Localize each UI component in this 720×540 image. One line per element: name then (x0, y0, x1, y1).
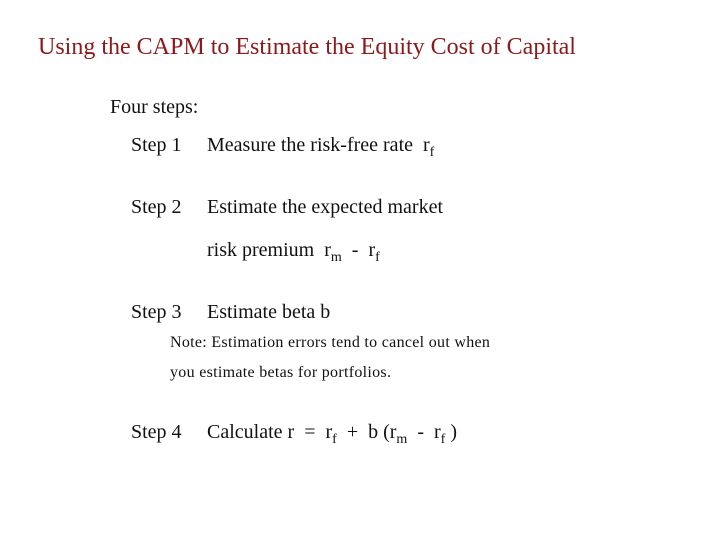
step-4-close: ) (450, 421, 457, 443)
step-2-sub2: f (375, 250, 380, 265)
step-4-rf2: r (433, 421, 441, 443)
step-1-symbol: r (423, 134, 430, 156)
step-4 (131, 420, 457, 447)
step-1-text: Measure the risk-free rate (207, 134, 413, 156)
step-2-minus: - (351, 239, 359, 261)
intro-text: Four steps: (110, 96, 199, 118)
step-3-text: Estimate beta b (207, 301, 331, 323)
step-4-equals: = (304, 421, 316, 443)
step-3-label: Step 3 (131, 301, 182, 323)
step-2-text2: risk premium (207, 239, 315, 261)
step-4-rf: r (325, 421, 333, 443)
step-4-minus: - (417, 421, 424, 443)
step-3 (131, 300, 330, 324)
step-2-sym1: r (324, 239, 331, 261)
step-1 (131, 133, 434, 160)
step-1-label: Step 1 (131, 134, 182, 156)
step-4-rm-sub: m (396, 432, 408, 447)
step-4-label: Step 4 (131, 421, 182, 443)
step-4-plus: + (346, 421, 359, 443)
step-2 (131, 195, 443, 219)
step-2-sym2: r (368, 239, 376, 261)
step-4-text: Calculate r (207, 421, 295, 443)
step-4-rf-sub: f (332, 432, 337, 447)
slide-title: Using the CAPM to Estimate the Equity Cost of Capital (38, 34, 576, 60)
step-2-sub1: m (330, 250, 342, 265)
step-2-label: Step 2 (131, 196, 182, 218)
step-3-note-line-1: Note: Estimation errors tend to cancel out when (170, 334, 491, 351)
step-2-text: Estimate the expected market (207, 196, 444, 218)
step-4-b-open: b (r (368, 421, 397, 443)
step-2-continuation (207, 238, 380, 265)
step-4-rf2-sub: f (440, 432, 446, 447)
step-1-subscript: f (429, 145, 435, 160)
step-3-note-line-2: you estimate betas for portfolios. (170, 364, 392, 381)
